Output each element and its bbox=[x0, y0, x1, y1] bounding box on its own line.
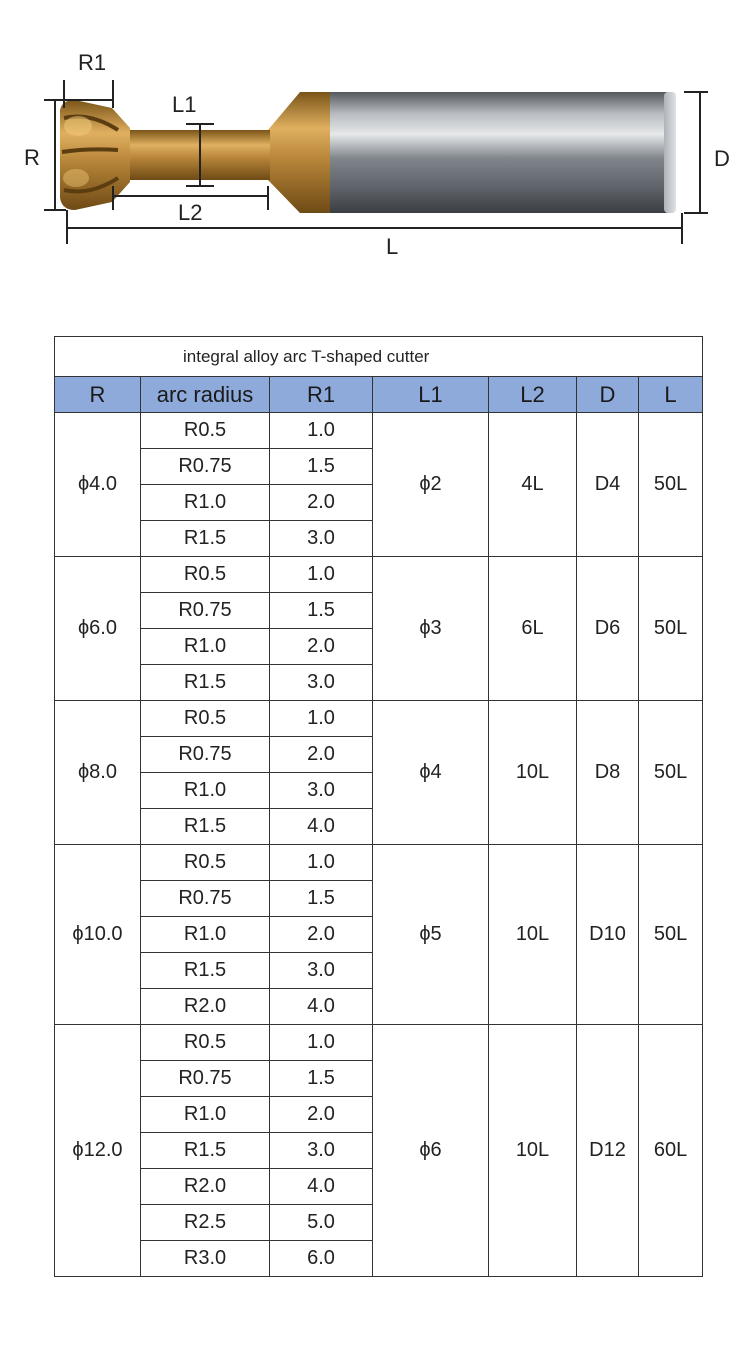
header-r: R bbox=[55, 377, 141, 413]
cell-arc-radius: R0.75 bbox=[141, 737, 270, 773]
cell-r1: 5.0 bbox=[270, 1205, 373, 1241]
cell-r: ϕ4.0 bbox=[55, 413, 141, 557]
cell-r1: 1.0 bbox=[270, 557, 373, 593]
cell-l1: ϕ2 bbox=[373, 413, 489, 557]
cell-arc-radius: R2.0 bbox=[141, 989, 270, 1025]
cell-l: 50L bbox=[639, 845, 703, 1025]
table-header-row bbox=[55, 377, 703, 413]
cell-arc-radius: R1.0 bbox=[141, 773, 270, 809]
cell-r: ϕ12.0 bbox=[55, 1025, 141, 1277]
cell-arc-radius: R2.5 bbox=[141, 1205, 270, 1241]
cutter-illustration bbox=[60, 92, 676, 213]
cell-r1: 6.0 bbox=[270, 1241, 373, 1277]
dim-label-l1: L1 bbox=[172, 92, 197, 117]
cell-l2: 10L bbox=[489, 845, 577, 1025]
dim-label-d: D bbox=[714, 146, 730, 171]
cell-l2: 10L bbox=[489, 701, 577, 845]
cell-l2: 10L bbox=[489, 1025, 577, 1277]
cell-l: 50L bbox=[639, 557, 703, 701]
table-body bbox=[55, 413, 703, 1277]
dim-label-r1: R1 bbox=[78, 50, 107, 75]
cell-arc-radius: R1.0 bbox=[141, 629, 270, 665]
cell-r1: 2.0 bbox=[270, 737, 373, 773]
cell-l2: 6L bbox=[489, 557, 577, 701]
cell-r1: 3.0 bbox=[270, 773, 373, 809]
header-arc-radius: arc radius bbox=[141, 377, 270, 413]
table-title: integral alloy arc T-shaped cutter bbox=[55, 337, 703, 377]
cell-d: D4 bbox=[577, 413, 639, 557]
cell-r1: 1.5 bbox=[270, 449, 373, 485]
cell-d: D12 bbox=[577, 1025, 639, 1277]
dim-label-l: L bbox=[386, 234, 399, 259]
table-row bbox=[55, 557, 703, 593]
dim-label-r: R bbox=[24, 145, 40, 170]
cell-arc-radius: R1.5 bbox=[141, 1133, 270, 1169]
cell-arc-radius: R0.75 bbox=[141, 881, 270, 917]
cell-r1: 1.5 bbox=[270, 593, 373, 629]
cell-r1: 1.0 bbox=[270, 845, 373, 881]
cell-r1: 3.0 bbox=[270, 1133, 373, 1169]
cell-l: 60L bbox=[639, 1025, 703, 1277]
cell-arc-radius: R3.0 bbox=[141, 1241, 270, 1277]
cell-r: ϕ10.0 bbox=[55, 845, 141, 1025]
cell-arc-radius: R1.5 bbox=[141, 809, 270, 845]
cell-r1: 1.5 bbox=[270, 881, 373, 917]
cell-arc-radius: R0.75 bbox=[141, 1061, 270, 1097]
cell-arc-radius: R1.5 bbox=[141, 521, 270, 557]
cell-arc-radius: R0.75 bbox=[141, 593, 270, 629]
cell-r1: 4.0 bbox=[270, 809, 373, 845]
table-row bbox=[55, 413, 703, 449]
cell-arc-radius: R1.0 bbox=[141, 1097, 270, 1133]
cell-r1: 1.0 bbox=[270, 413, 373, 449]
cell-l1: ϕ5 bbox=[373, 845, 489, 1025]
header-l: L bbox=[639, 377, 703, 413]
cell-arc-radius: R1.0 bbox=[141, 485, 270, 521]
cell-r1: 4.0 bbox=[270, 989, 373, 1025]
cell-r1: 1.0 bbox=[270, 701, 373, 737]
cell-l1: ϕ4 bbox=[373, 701, 489, 845]
header-r1: R1 bbox=[270, 377, 373, 413]
cell-l: 50L bbox=[639, 413, 703, 557]
cell-r1: 3.0 bbox=[270, 665, 373, 701]
cell-l1: ϕ3 bbox=[373, 557, 489, 701]
header-d: D bbox=[577, 377, 639, 413]
cell-arc-radius: R0.5 bbox=[141, 845, 270, 881]
cell-l2: 4L bbox=[489, 413, 577, 557]
cell-r1: 2.0 bbox=[270, 917, 373, 953]
cell-r1: 4.0 bbox=[270, 1169, 373, 1205]
cell-r1: 2.0 bbox=[270, 629, 373, 665]
cell-arc-radius: R0.5 bbox=[141, 557, 270, 593]
cell-r1: 1.0 bbox=[270, 1025, 373, 1061]
cell-arc-radius: R0.5 bbox=[141, 1025, 270, 1061]
cell-arc-radius: R0.75 bbox=[141, 449, 270, 485]
header-l2: L2 bbox=[489, 377, 577, 413]
cell-l: 50L bbox=[639, 701, 703, 845]
cell-arc-radius: R0.5 bbox=[141, 701, 270, 737]
cell-arc-radius: R0.5 bbox=[141, 413, 270, 449]
cell-arc-radius: R1.5 bbox=[141, 953, 270, 989]
table-row bbox=[55, 845, 703, 881]
cell-d: D8 bbox=[577, 701, 639, 845]
cell-r1: 3.0 bbox=[270, 521, 373, 557]
cell-r1: 2.0 bbox=[270, 1097, 373, 1133]
cell-r1: 1.5 bbox=[270, 1061, 373, 1097]
cell-r: ϕ6.0 bbox=[55, 557, 141, 701]
cell-r: ϕ8.0 bbox=[55, 701, 141, 845]
cell-d: D6 bbox=[577, 557, 639, 701]
table-row bbox=[55, 1025, 703, 1061]
cell-r1: 2.0 bbox=[270, 485, 373, 521]
cell-arc-radius: R2.0 bbox=[141, 1169, 270, 1205]
cell-arc-radius: R1.0 bbox=[141, 917, 270, 953]
spec-table bbox=[54, 336, 703, 1277]
table-row bbox=[55, 701, 703, 737]
dim-label-l2: L2 bbox=[178, 200, 203, 225]
cell-d: D10 bbox=[577, 845, 639, 1025]
cell-l1: ϕ6 bbox=[373, 1025, 489, 1277]
cutter-diagram bbox=[0, 0, 750, 300]
cell-arc-radius: R1.5 bbox=[141, 665, 270, 701]
cell-r1: 3.0 bbox=[270, 953, 373, 989]
header-l1: L1 bbox=[373, 377, 489, 413]
